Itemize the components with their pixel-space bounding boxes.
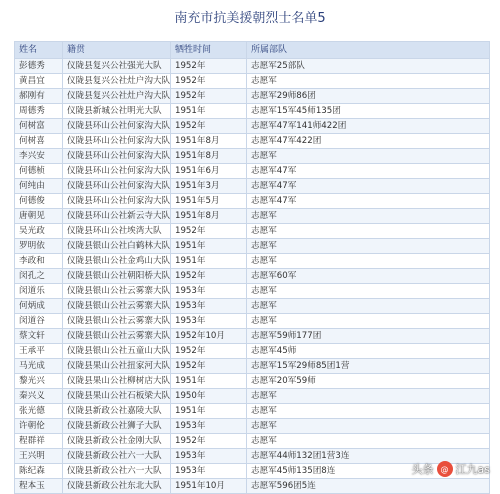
header-native-place: 籍贯	[63, 42, 171, 59]
cell-name: 何德俊	[15, 194, 63, 209]
cell-sacrifice-time: 1951年8月	[171, 149, 247, 164]
cell-name: 何炳成	[15, 299, 63, 314]
cell-native-place: 仪陇县银山公社云雾寨大队	[63, 314, 171, 329]
cell-unit: 志愿军47军	[247, 164, 490, 179]
cell-sacrifice-time: 1951年	[171, 254, 247, 269]
cell-unit: 志愿军	[247, 149, 490, 164]
table-row	[15, 179, 490, 194]
cell-unit: 志愿军60军	[247, 269, 490, 284]
cell-sacrifice-time: 1952年10月	[171, 329, 247, 344]
cell-native-place: 仪陇县银山公社朝阳桥大队	[63, 269, 171, 284]
cell-native-place: 仪陇县新政公社东北大队	[63, 479, 171, 494]
cell-name: 王承平	[15, 344, 63, 359]
cell-unit: 志愿军15军29师85团1营	[247, 359, 490, 374]
cell-native-place: 仪陇县环山公社何家沟大队	[63, 134, 171, 149]
cell-name: 马光成	[15, 359, 63, 374]
table-row	[15, 149, 490, 164]
cell-sacrifice-time: 1951年10月	[171, 479, 247, 494]
cell-native-place: 仪陇县银山公社云雾寨大队	[63, 284, 171, 299]
cell-unit: 志愿军	[247, 434, 490, 449]
cell-name: 周德秀	[15, 104, 63, 119]
cell-sacrifice-time: 1952年	[171, 269, 247, 284]
cell-unit: 志愿军	[247, 209, 490, 224]
table-body	[15, 59, 490, 494]
table-row	[15, 359, 490, 374]
cell-name: 吴光政	[15, 224, 63, 239]
header-name: 姓名	[15, 42, 63, 59]
cell-native-place: 仪陇县果山公社柳树店大队	[63, 374, 171, 389]
table-row	[15, 134, 490, 149]
martyr-roster-table	[14, 41, 490, 494]
cell-sacrifice-time: 1952年	[171, 434, 247, 449]
cell-name: 郝刚有	[15, 89, 63, 104]
table-row	[15, 419, 490, 434]
header-row	[15, 42, 490, 59]
cell-sacrifice-time: 1951年	[171, 404, 247, 419]
cell-sacrifice-time: 1951年5月	[171, 194, 247, 209]
cell-name: 闵孔之	[15, 269, 63, 284]
cell-unit: 志愿军47军	[247, 179, 490, 194]
watermark-name: 江九as	[455, 463, 490, 476]
cell-sacrifice-time: 1951年	[171, 104, 247, 119]
cell-sacrifice-time: 1953年	[171, 314, 247, 329]
table-row	[15, 299, 490, 314]
cell-name: 李兴安	[15, 149, 63, 164]
cell-native-place: 仪陇县新政公社金刚大队	[63, 434, 171, 449]
cell-sacrifice-time: 1951年	[171, 374, 247, 389]
cell-sacrifice-time: 1952年	[171, 59, 247, 74]
cell-sacrifice-time: 1951年8月	[171, 209, 247, 224]
cell-sacrifice-time: 1952年	[171, 359, 247, 374]
cell-unit: 志愿军	[247, 284, 490, 299]
table-row	[15, 119, 490, 134]
cell-unit: 志愿军	[247, 74, 490, 89]
cell-sacrifice-time: 1952年	[171, 119, 247, 134]
cell-sacrifice-time: 1951年3月	[171, 179, 247, 194]
cell-name: 程本玉	[15, 479, 63, 494]
table-row	[15, 89, 490, 104]
table-row	[15, 389, 490, 404]
table-row	[15, 374, 490, 389]
table-row	[15, 239, 490, 254]
cell-sacrifice-time: 1950年	[171, 389, 247, 404]
table-header	[15, 42, 490, 59]
cell-unit: 志愿军47军422团	[247, 134, 490, 149]
table-row	[15, 224, 490, 239]
cell-name: 许朝伦	[15, 419, 63, 434]
cell-native-place: 仪陇县环山公社埃湾大队	[63, 224, 171, 239]
cell-native-place: 仪陇县复兴公社强光大队	[63, 59, 171, 74]
cell-name: 何纯由	[15, 179, 63, 194]
cell-name: 唐朝见	[15, 209, 63, 224]
cell-unit: 志愿军	[247, 299, 490, 314]
cell-name: 秦兴义	[15, 389, 63, 404]
cell-name: 李政和	[15, 254, 63, 269]
cell-sacrifice-time: 1952年	[171, 344, 247, 359]
cell-unit: 志愿军	[247, 239, 490, 254]
cell-name: 蔡文轩	[15, 329, 63, 344]
cell-unit: 志愿军45师	[247, 344, 490, 359]
cell-sacrifice-time: 1951年8月	[171, 134, 247, 149]
table-row	[15, 314, 490, 329]
cell-native-place: 仪陇县环山公社何家沟大队	[63, 179, 171, 194]
cell-native-place: 仪陇县果山公社石板梁大队	[63, 389, 171, 404]
table-row	[15, 254, 490, 269]
cell-unit: 志愿军	[247, 254, 490, 269]
cell-unit: 志愿军29师86团	[247, 89, 490, 104]
table-row	[15, 194, 490, 209]
cell-native-place: 仪陇县银山公社云雾寨大队	[63, 329, 171, 344]
source-watermark	[412, 460, 490, 478]
cell-name: 罗明依	[15, 239, 63, 254]
cell-sacrifice-time: 1953年	[171, 419, 247, 434]
cell-unit: 志愿军47军141师422团	[247, 119, 490, 134]
table-row	[15, 164, 490, 179]
cell-unit: 志愿军45师135团8连	[247, 464, 490, 479]
cell-unit: 志愿军	[247, 224, 490, 239]
cell-native-place: 仪陇县银山公社五童山大队	[63, 344, 171, 359]
cell-name: 闵道乐	[15, 284, 63, 299]
cell-sacrifice-time: 1953年	[171, 464, 247, 479]
table-row	[15, 479, 490, 494]
cell-name: 闵道谷	[15, 314, 63, 329]
cell-unit: 志愿军44师132团1营3连	[247, 449, 490, 464]
table-row	[15, 344, 490, 359]
cell-unit: 志愿军	[247, 404, 490, 419]
cell-native-place: 仪陇县新政公社六一大队	[63, 464, 171, 479]
cell-sacrifice-time: 1952年	[171, 74, 247, 89]
table-row	[15, 284, 490, 299]
cell-unit: 志愿军	[247, 314, 490, 329]
cell-unit: 志愿军59师177团	[247, 329, 490, 344]
cell-native-place: 仪陇县环山公社何家沟大队	[63, 194, 171, 209]
cell-native-place: 仪陇县银山公社云雾寨大队	[63, 299, 171, 314]
cell-native-place: 仪陇县新政公社六一大队	[63, 449, 171, 464]
header-unit: 所属部队	[247, 42, 490, 59]
table-row	[15, 434, 490, 449]
page-title: 南充市抗美援朝烈士名单5	[174, 11, 326, 26]
cell-sacrifice-time: 1951年	[171, 239, 247, 254]
cell-name: 黎光兴	[15, 374, 63, 389]
cell-sacrifice-time: 1953年	[171, 449, 247, 464]
watermark-at-icon: @	[437, 461, 453, 477]
cell-native-place: 仪陇县新城公社明光大队	[63, 104, 171, 119]
cell-name: 何树富	[15, 119, 63, 134]
cell-name: 张光德	[15, 404, 63, 419]
table-row	[15, 59, 490, 74]
cell-sacrifice-time: 1953年	[171, 299, 247, 314]
cell-sacrifice-time: 1951年6月	[171, 164, 247, 179]
cell-native-place: 仪陇县新政公社狮子大队	[63, 419, 171, 434]
cell-sacrifice-time: 1952年	[171, 89, 247, 104]
cell-native-place: 仪陇县环山公社何家沟大队	[63, 149, 171, 164]
cell-native-place: 仪陇县环山公社新云寺大队	[63, 209, 171, 224]
cell-unit: 志愿军596团5连	[247, 479, 490, 494]
cell-native-place: 仪陇县复兴公社灶户沟大队	[63, 89, 171, 104]
cell-native-place: 仪陇县环山公社何家沟大队	[63, 119, 171, 134]
cell-unit: 志愿军25部队	[247, 59, 490, 74]
cell-sacrifice-time: 1952年	[171, 224, 247, 239]
header-sacrifice-time: 牺牲时间	[171, 42, 247, 59]
cell-native-place: 仪陇县复兴公社灶户沟大队	[63, 74, 171, 89]
table-row	[15, 104, 490, 119]
cell-unit: 志愿军15军45师135团	[247, 104, 490, 119]
cell-name: 王兴明	[15, 449, 63, 464]
table-row	[15, 329, 490, 344]
cell-native-place: 仪陇县银山公社白鹤林大队	[63, 239, 171, 254]
cell-unit: 志愿军	[247, 389, 490, 404]
cell-native-place: 仪陇县新政公社嘉陵大队	[63, 404, 171, 419]
cell-name: 程群祥	[15, 434, 63, 449]
cell-unit: 志愿军	[247, 419, 490, 434]
table-row	[15, 269, 490, 284]
cell-name: 彭德秀	[15, 59, 63, 74]
table-row	[15, 74, 490, 89]
table-row	[15, 404, 490, 419]
cell-unit: 志愿军47军	[247, 194, 490, 209]
cell-native-place: 仪陇县果山公社扭家河大队	[63, 359, 171, 374]
cell-unit: 志愿军20军59师	[247, 374, 490, 389]
table-row	[15, 209, 490, 224]
cell-name: 何德桢	[15, 164, 63, 179]
watermark-prefix: 头条	[411, 463, 434, 476]
cell-name: 何树喜	[15, 134, 63, 149]
cell-native-place: 仪陇县银山公社金鸡山大队	[63, 254, 171, 269]
cell-sacrifice-time: 1953年	[171, 284, 247, 299]
cell-native-place: 仪陇县环山公社何家沟大队	[63, 164, 171, 179]
cell-name: 黄昌宜	[15, 74, 63, 89]
cell-name: 陈纪森	[15, 464, 63, 479]
